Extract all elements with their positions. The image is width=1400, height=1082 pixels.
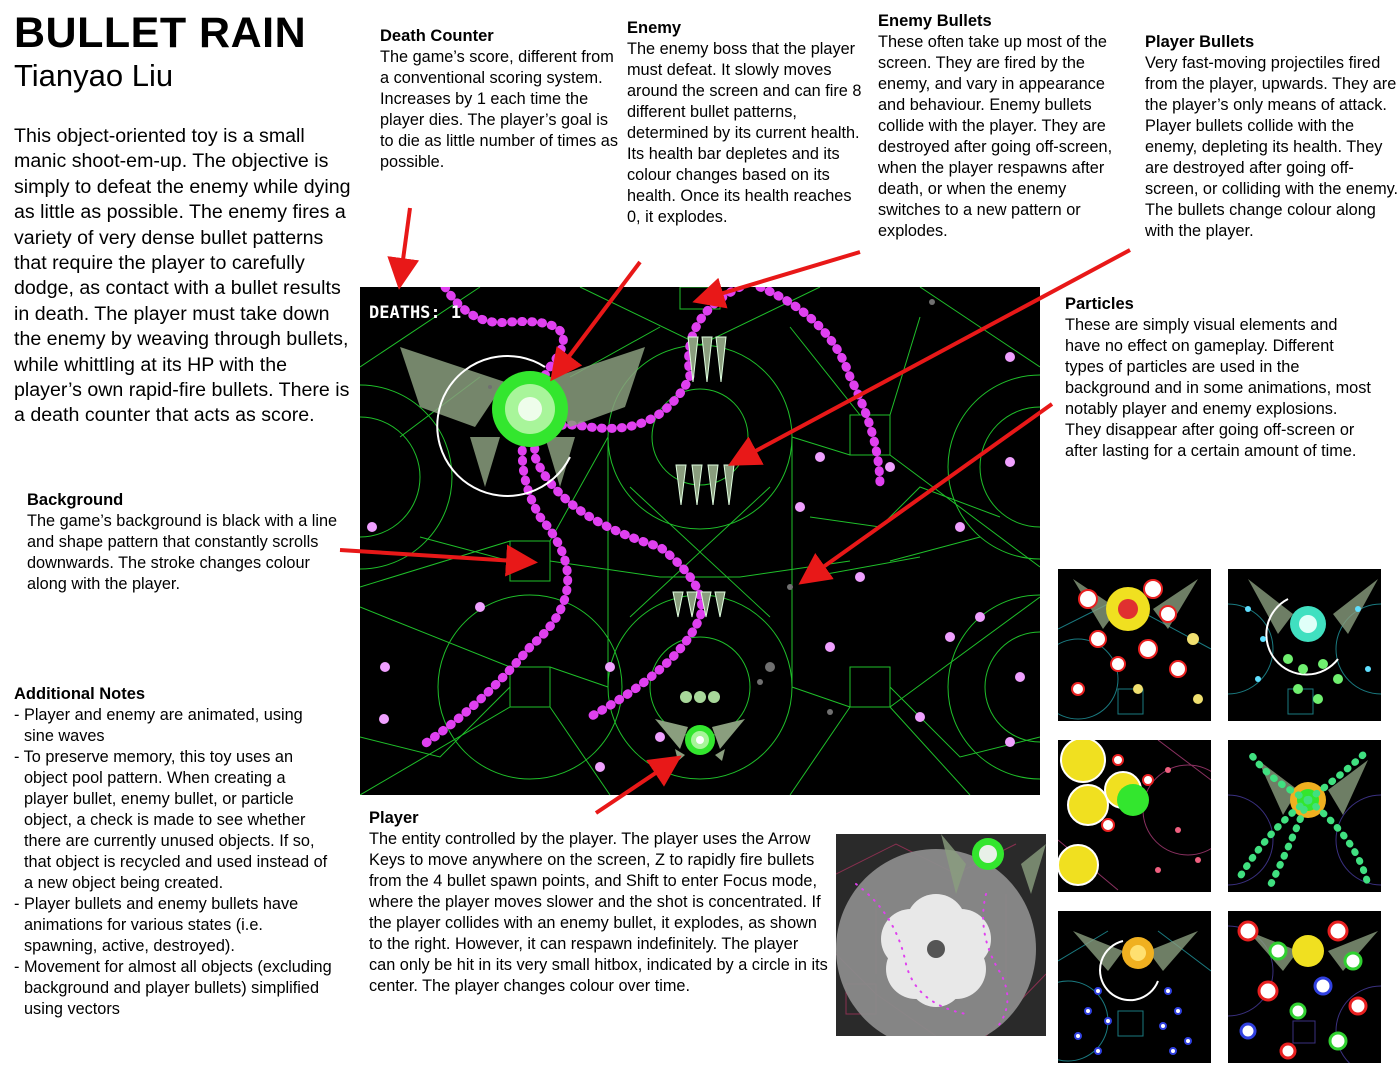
particles-text: These are simply visual elements and have no effect on gameplay. Different types of particles are used in the background and in some animations, most notably player and enemy explosions. They disappear after going off-screen or after lasting for a certain amount of time. <box>1065 316 1371 460</box>
player-bullets-text: Very fast-moving projectiles fired from the player, upwards. They are the player’s only means of attack. Player bullets collide with the enemy, depleting its health. They are destroyed after going off-screen, or colliding with the enemy. The bullets change colour along with the player. <box>1145 54 1399 240</box>
poster-title: BULLET RAIN <box>14 9 307 57</box>
enemy-text: The enemy boss that the player must defeat. It slowly moves around the screen and can fire 8 different bullet patterns, determined by its current health. Its health bar depletes and its colour changes based on its health. Once its health reaches 0, it explodes. <box>627 40 862 226</box>
arrow-background <box>340 550 530 562</box>
player-bullets-heading: Player Bullets <box>1145 33 1255 51</box>
note-item: - To preserve memory, this toy uses an object pool pattern. When creating a player bullet, enemy bullet, or particle object, a check is made to see whether there are currently unused objects. If so, that object is recycled and used instead of a new object being created. <box>14 747 332 894</box>
player-text: The entity controlled by the player. The player uses the Arrow Keys to move anywhere on the screen, Z to rapidly fire bullets from the 4 bullet spawn points, and Shift to enter Focus mode, where the player moves slower and the shot is concentrated. If the player collides with an enemy bullet, it explodes, as shown to the right. However, it can respawn indefinitely. The player can only be hit in its very small hitbox, indicated by a circle in its center. The player changes colour over time. <box>369 830 828 995</box>
arrow-player-bullets <box>735 250 1130 462</box>
additional-notes-heading: Additional Notes <box>14 685 146 703</box>
arrow-particles <box>805 404 1052 580</box>
death-counter-heading: Death Counter <box>380 27 494 45</box>
background-heading: Background <box>27 491 124 509</box>
enemy-heading: Enemy <box>627 19 682 37</box>
player-heading: Player <box>369 809 419 827</box>
death-counter-text: The game’s score, different from a conventional scoring system. Increases by 1 each time the player dies. The player’s goal is to die as little number of times as possible. <box>380 48 618 171</box>
intro-paragraph: This object-oriented toy is a small manic shoot-em-up. The objective is simply to defeat the enemy while dying as little as possible. The enemy fires a variety of very dense bullet patterns that require the player to carefully dodge, as contact with a bullet results in death. The player must take down the enemy by weaving through bullets, while whittling at its HP with the player’s own rapid-fire bullets. There is a death counter that acts as score. <box>14 125 351 427</box>
arrow-enemy-bullets <box>700 252 860 300</box>
enemy-bullets-text: These often take up most of the screen. They are fired by the enemy, and vary in appearance and behaviour. Enemy bullets collide with the player. They are destroyed after going off-screen, when the player respawns after death, or when the enemy switches to a new pattern or explodes. <box>878 33 1113 240</box>
note-item: - Movement for almost all objects (excluding background and player bullets) simplified using vectors <box>14 957 332 1020</box>
note-item: - Player bullets and enemy bullets have animations for various states (i.e. spawning, active, destroyed). <box>14 894 332 957</box>
arrow-player <box>596 760 675 813</box>
particles-heading: Particles <box>1065 295 1134 313</box>
note-item: - Player and enemy are animated, using sine waves <box>14 705 332 747</box>
enemy-bullets-heading: Enemy Bullets <box>878 12 992 30</box>
author-name: Tianyao Liu <box>14 58 174 93</box>
arrow-enemy <box>555 262 640 375</box>
arrow-death-counter <box>400 208 410 282</box>
death-counter-display: DEATHS: 1 <box>369 303 462 323</box>
background-text: The game’s background is black with a line and shape pattern that constantly scrolls downwards. The stroke changes colour along with the player. <box>27 512 338 593</box>
